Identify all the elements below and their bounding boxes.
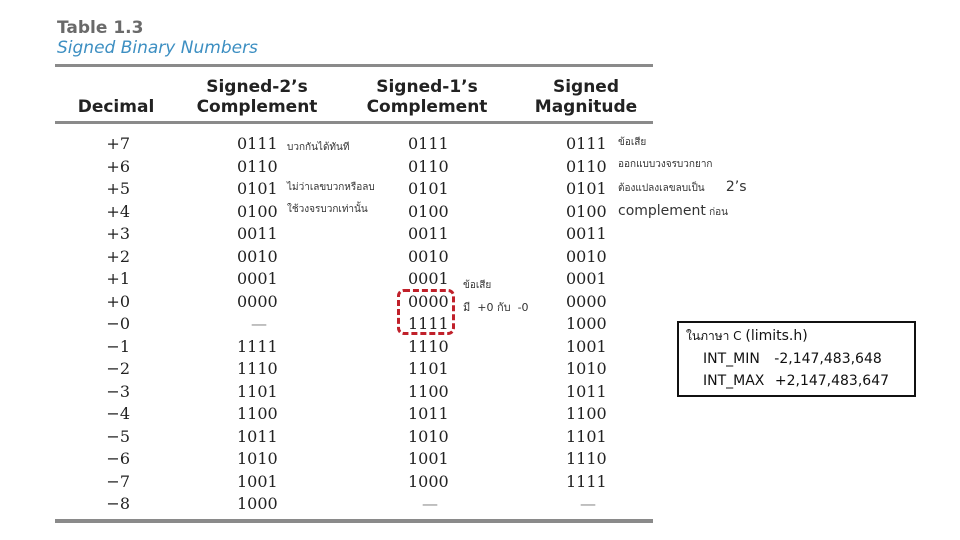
ones-cell: 0101 — [408, 179, 449, 198]
twos-cell: 0000 — [237, 291, 278, 311]
magnitude-cell: 1001 — [566, 336, 607, 356]
twos-cell: 1001 — [237, 471, 278, 491]
ones-cell: 0100 — [408, 201, 449, 221]
header-magnitude — [527, 77, 645, 117]
decimal-cell: −1 — [106, 336, 130, 356]
header-twos — [190, 77, 324, 117]
top-rule — [55, 64, 653, 67]
decimal-cell: +4 — [106, 201, 130, 221]
decimal-cell: −3 — [106, 381, 130, 401]
header-ones-line2: Complement — [366, 97, 488, 117]
decimal-cell: −6 — [106, 449, 130, 468]
ones-cell: 1101 — [408, 359, 449, 378]
header-ones — [360, 77, 494, 117]
twos-cell: 0010 — [237, 246, 278, 266]
int-max-value: +2,147,483,647 — [774, 373, 890, 389]
magnitude-cell: 0111 — [566, 134, 607, 153]
ones-cell: 0110 — [408, 156, 449, 176]
decimal-cell: +3 — [106, 224, 130, 243]
decimal-cell: +2 — [106, 246, 130, 266]
twos-cell: 0100 — [237, 201, 278, 221]
ones-cell: 0111 — [408, 134, 449, 153]
note-twos-line3: ใช้วงจรบวกเท่านั้น — [287, 204, 368, 215]
twos-cell: 1000 — [237, 494, 278, 513]
magnitude-cell: 0011 — [566, 224, 607, 243]
decimal-cell: −2 — [106, 359, 130, 378]
note-mag-line1: ข้อเสีย — [618, 137, 647, 148]
double-zero-highlight — [397, 289, 455, 335]
magnitude-cell: 0001 — [566, 269, 607, 288]
ones-cell: 0000 — [408, 291, 449, 311]
header-ones-line1: Signed-1’s — [376, 77, 478, 97]
decimal-cell: −5 — [106, 426, 130, 446]
ones-cell: 1001 — [408, 449, 449, 468]
magnitude-cell: 0101 — [566, 179, 607, 198]
table-title: Signed Binary Numbers — [57, 38, 258, 58]
magnitude-cell: 1111 — [566, 471, 607, 491]
ones-cell: 0011 — [408, 224, 449, 243]
note-ones-line1: ข้อเสีย — [463, 280, 492, 291]
ones-cell: 0010 — [408, 246, 449, 266]
decimal-cell: +1 — [106, 269, 130, 288]
note-ones-disadvantage — [463, 275, 543, 319]
bottom-rule — [55, 519, 653, 523]
magnitude-cell: 1101 — [566, 426, 607, 446]
int-max-label: INT_MAX — [703, 373, 765, 389]
magnitude-cell: 0110 — [566, 156, 607, 176]
decimal-cell: −7 — [106, 471, 130, 491]
ones-cell: 1111 — [408, 314, 449, 333]
magnitude-cell: 0100 — [566, 201, 607, 221]
twos-cell: 1010 — [237, 449, 278, 468]
twos-cell: 0111 — [237, 134, 278, 153]
header-twos-line2: Complement — [196, 97, 318, 117]
table-number: Table 1.3 — [57, 18, 144, 38]
magnitude-cell: — — [580, 494, 596, 513]
magnitude-cell: 1100 — [566, 404, 607, 423]
decimal-cell: −8 — [106, 494, 130, 513]
twos-cell: 1100 — [237, 404, 278, 423]
twos-cell: 1111 — [237, 336, 278, 356]
magnitude-cell: 1011 — [566, 381, 607, 401]
magnitude-cell: 1010 — [566, 359, 607, 378]
twos-cell: 0011 — [237, 224, 278, 243]
note-mag-line2: ออกแบบวงจรบวกยาก — [618, 159, 713, 170]
note-magnitude-disadvantage — [618, 132, 747, 224]
header-twos-line1: Signed-2’s — [206, 77, 308, 97]
twos-cell: 1011 — [237, 426, 278, 446]
twos-cell: 0001 — [237, 269, 278, 288]
note-twos-advantage — [287, 137, 377, 221]
magnitude-cell: 0010 — [566, 246, 607, 266]
ones-cell: — — [422, 494, 438, 513]
twos-cell: 1110 — [237, 359, 278, 378]
note-ones-line2: มี +0 กับ -0 — [463, 301, 529, 314]
decimal-cell: +0 — [106, 291, 130, 311]
int-min-value: -2,147,483,648 — [774, 351, 882, 367]
note-twos-line2: ไม่ว่าเลขบวกหรือลบ — [287, 182, 375, 193]
limits-heading-file: (limits.h) — [745, 328, 808, 344]
int-limits-box — [677, 321, 916, 397]
decimal-cell: +7 — [106, 134, 130, 153]
twos-cell: 0101 — [237, 179, 278, 198]
header-mag-line1: Signed — [552, 77, 620, 97]
decimal-cell: +6 — [106, 156, 130, 176]
limits-heading-prefix: ในภาษา C — [686, 329, 746, 343]
note-mag-line4a: complement — [618, 203, 706, 219]
magnitude-cell: 0000 — [566, 291, 607, 311]
note-mag-line3a: ต้องแปลงเลขลบเป็น — [618, 183, 705, 194]
ones-cell: 1110 — [408, 336, 449, 356]
int-min-label: INT_MIN — [703, 351, 760, 367]
decimal-cell: −4 — [106, 404, 130, 423]
header-rule — [55, 121, 653, 124]
note-mag-line3b: 2’s — [725, 179, 747, 195]
note-mag-line4b: ก่อน — [709, 207, 728, 218]
header-decimal: Decimal — [77, 97, 155, 117]
twos-cell: 0110 — [237, 156, 278, 176]
ones-cell: 0001 — [408, 269, 449, 288]
ones-cell: 1100 — [408, 381, 449, 401]
twos-cell: 1101 — [237, 381, 278, 401]
decimal-cell: −0 — [106, 314, 130, 333]
header-mag-line2: Magnitude — [534, 97, 638, 117]
magnitude-cell: 1110 — [566, 449, 607, 468]
note-twos-line1: บวกกันได้ทันที — [287, 142, 350, 153]
ones-cell: 1000 — [408, 471, 449, 491]
magnitude-cell: 1000 — [566, 314, 607, 333]
ones-cell: 1011 — [408, 404, 449, 423]
decimal-cell: +5 — [106, 179, 130, 198]
twos-cell: — — [251, 314, 267, 333]
ones-cell: 1010 — [408, 426, 449, 446]
